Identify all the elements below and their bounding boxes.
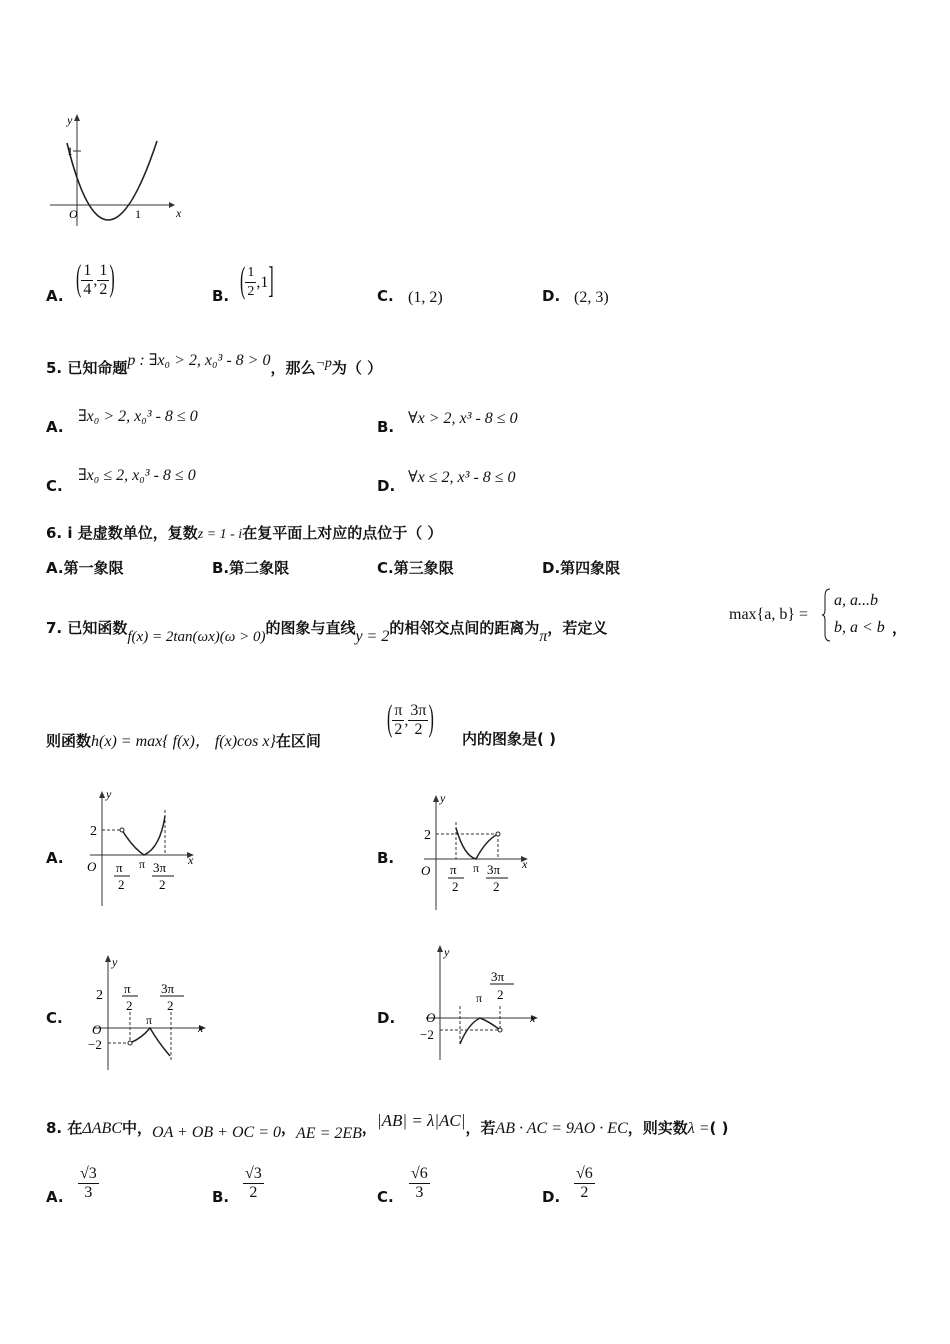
q6-option-b[interactable]: B.第二象限 [212,559,290,577]
svg-text:2: 2 [452,879,459,894]
q7-stem-end: 内的图象是( ) [462,730,556,748]
svg-text:2: 2 [126,998,133,1013]
svg-text:3π: 3π [487,862,501,877]
svg-text:π: π [476,991,483,1005]
q4-parabola-graph [45,108,195,233]
svg-text:y: y [106,788,112,801]
q7-graph-b [412,792,532,912]
q4-y-label: y [67,113,73,127]
svg-text:3π: 3π [161,981,175,996]
q4-x-label: x [176,206,182,220]
q4-y-tick: 1 [67,144,73,158]
svg-text:3π: 3π [491,969,505,984]
q8-option-b-label[interactable]: B. [212,1188,230,1206]
svg-text:2: 2 [118,877,125,892]
q5-option-a-label[interactable]: A. [46,418,64,436]
q8-option-d-label[interactable]: D. [542,1188,561,1206]
q5-stem: 5. 已知命题p : ∃x₀ > 2, x₀³ - 8 > 0，那么¬p为（ ） [46,352,383,377]
q8-option-a-label[interactable]: A. [46,1188,64,1206]
svg-text:O: O [87,859,97,874]
svg-text:x: x [522,857,528,871]
q4-option-a-label[interactable]: A. [46,287,64,305]
svg-text:π: π [116,860,123,875]
q7-graph-d [414,942,544,1062]
q4-option-b-label[interactable]: B. [212,287,230,305]
q5-option-b-value: ∀x > 2, x³ - 8 ≤ 0 [408,410,518,427]
q8-option-b-value: $\frac{√3}{2}$ [245,1165,262,1201]
svg-text:O: O [92,1022,102,1037]
q4-option-d-label[interactable]: D. [542,287,561,305]
svg-text:−2: −2 [88,1037,102,1052]
q7-option-c-label[interactable]: C. [46,1009,63,1027]
q5-option-d-label[interactable]: D. [377,477,396,495]
svg-text:2: 2 [167,998,174,1013]
q7-interval: ( $\frac{\pi}{2}$ , $\frac{3\pi}{2}$ ) [387,699,434,739]
q7-graph-a [78,788,198,908]
svg-text:x: x [188,853,194,867]
svg-text:2: 2 [159,877,166,892]
q7-brace [822,588,830,642]
q4-option-a-value: ( $\frac{1}{4}$ , $\frac{1}{2}$ ) [76,259,115,299]
q7-option-b-label[interactable]: B. [377,849,395,867]
svg-text:2: 2 [424,828,431,843]
q6-option-a[interactable]: A.第一象限 [46,559,124,577]
q7-stem-line1: 7. 已知函数f(x) = 2tan(ωx)(ω > 0)的图象与直线y = 2的相邻交点间的距离为π，若定义 [46,619,608,645]
svg-text:2: 2 [96,988,103,1003]
svg-text:π: π [146,1013,153,1027]
svg-text:2: 2 [493,879,500,894]
q7-graph-c [82,952,212,1072]
q7-case2: b, a < b [834,619,885,636]
svg-text:y: y [444,945,450,959]
svg-text:O: O [426,1010,436,1025]
svg-text:x: x [530,1011,536,1025]
q4-option-c-value: (1, 2) [408,289,443,306]
svg-text:x: x [198,1021,204,1035]
q5-option-a-value: ∃x₀ > 2, x₀³ - 8 ≤ 0 [78,408,198,425]
svg-text:y: y [440,792,446,805]
svg-text:π: π [450,862,457,877]
q8-option-c-value: $\frac{√6}{3}$ [411,1165,428,1201]
svg-text:2: 2 [90,824,97,839]
q6-stem: 6. i 是虚数单位，复数z = 1 - i在复平面上对应的点位于（ ） [46,524,443,542]
q4-origin: O [69,207,78,221]
q5-option-b-label[interactable]: B. [377,418,395,436]
q6-option-d[interactable]: D.第四象限 [542,559,621,577]
q4-option-b-value: ( $\frac{1}{2}$ ,1] [240,261,274,301]
q8-option-d-value: $\frac{√6}{2}$ [576,1165,593,1201]
q7-stem-line2: 则函数h(x) = max{ f(x)， f(x)cos x}在区间 [46,732,321,750]
q8-stem: 8. 在ΔABC中，OA + OB + OC = 0，AE = 2EB，|AB| = λ|AC|，若AB · AC = 9AO · EC，则实数λ =( ) [46,1111,729,1142]
q8-option-a-value: $\frac{√3}{3}$ [80,1165,97,1201]
q7-max-def: max{a, b} = [729,606,809,623]
q8-option-c-label[interactable]: C. [377,1188,394,1206]
svg-text:−2: −2 [420,1027,434,1042]
q4-option-d-value: (2, 3) [574,289,609,306]
q7-case1: a, a...b [834,592,878,609]
q7-option-d-label[interactable]: D. [377,1009,396,1027]
q4-x-tick: 1 [135,207,141,221]
svg-text:2: 2 [497,987,504,1002]
q5-option-c-value: ∃x₀ ≤ 2, x₀³ - 8 ≤ 0 [78,467,196,484]
svg-text:3π: 3π [153,860,167,875]
svg-text:π: π [124,981,131,996]
q7-option-a-label[interactable]: A. [46,849,64,867]
svg-text:π: π [473,861,480,875]
svg-text:π: π [139,857,146,871]
q5-option-d-value: ∀x ≤ 2, x³ - 8 ≤ 0 [408,469,516,486]
q4-option-c-label[interactable]: C. [377,287,394,305]
svg-text:y: y [112,955,118,969]
q5-option-c-label[interactable]: C. [46,477,63,495]
q6-option-c[interactable]: C.第三象限 [377,559,454,577]
q7-comma: ， [892,619,908,637]
svg-text:O: O [421,863,431,878]
